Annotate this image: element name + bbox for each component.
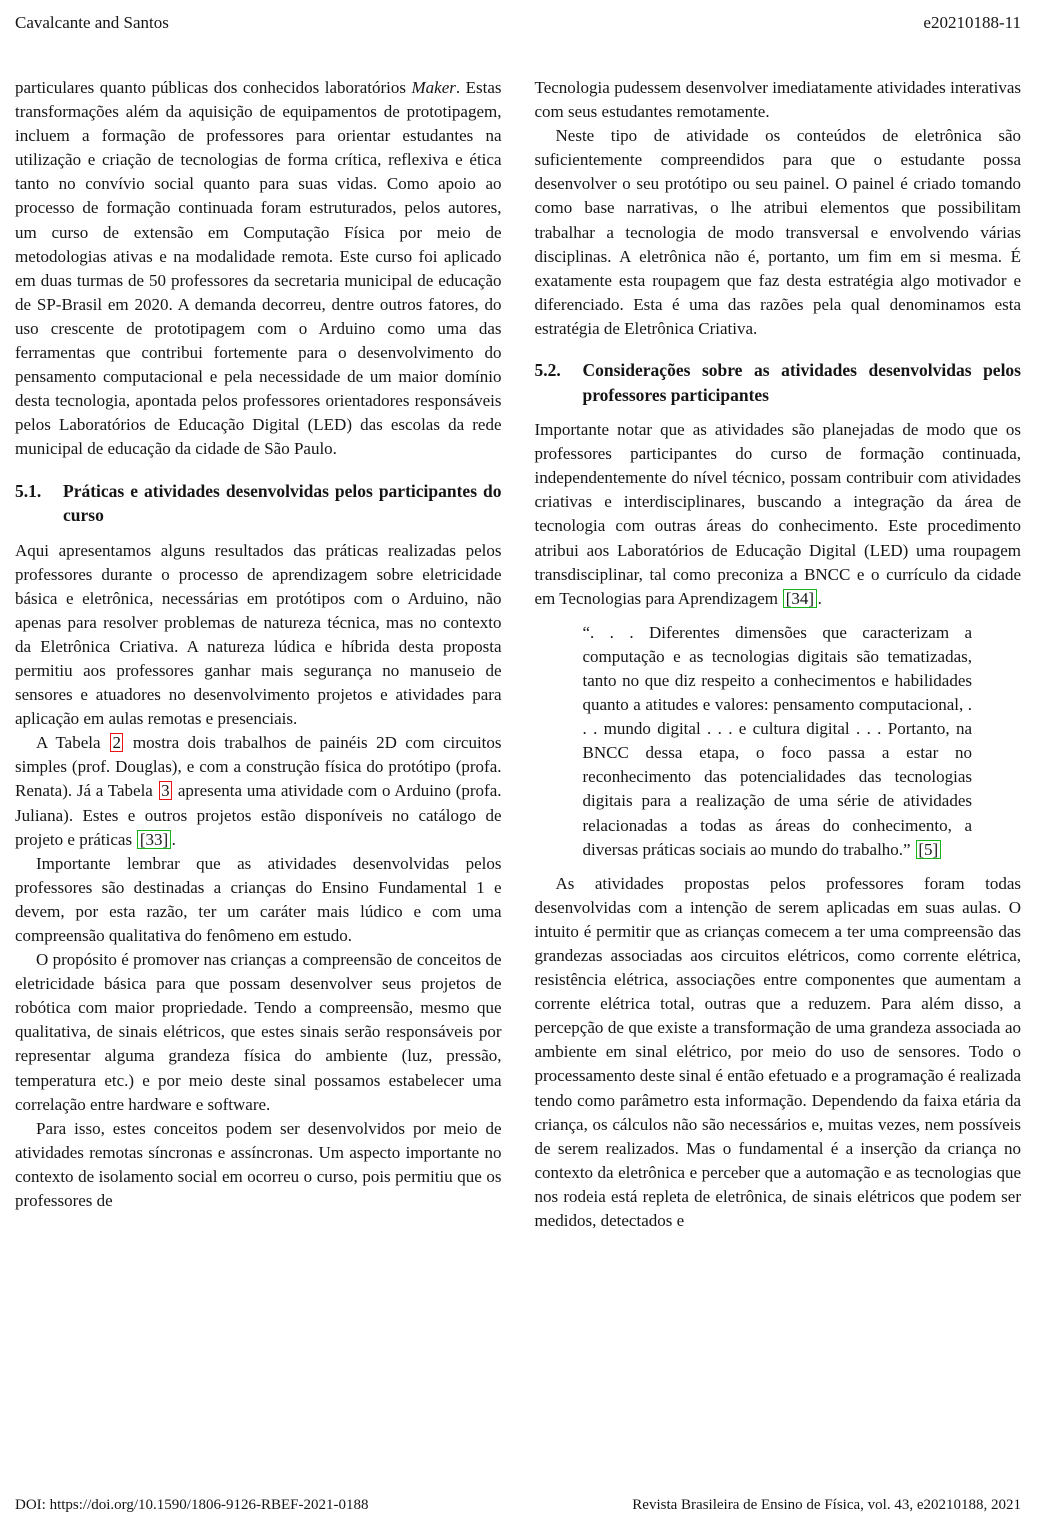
doi-text: DOI: https://doi.org/10.1590/1806-9126-RBEF-2021-0188 <box>15 1497 369 1513</box>
section-number: 5.1. <box>15 480 42 501</box>
running-authors: Cavalcante and Santos <box>15 13 169 32</box>
left-column <box>15 76 502 1233</box>
body-text: particulares quanto públicas dos conhecidos laboratórios <box>15 78 412 97</box>
paragraph <box>15 731 502 851</box>
body-text: apresenta uma atividade com o Arduino (profa. Juliana). Estes e outros projetos estão disponíveis no catálogo de projeto e práticas <box>15 781 502 849</box>
citation-5-link[interactable]: [5] <box>916 840 941 859</box>
table-2-link[interactable]: 2 <box>110 733 124 752</box>
italic-term-maker: Maker <box>411 78 456 97</box>
body-text: . Estas transformações além da aquisição de equipamentos de prototipagem, incluem a formação de professores para orientar estudantes na utilização e criação de tecnologias de forma crítica, reflexiva e ética tanto no convívio social quanto para suas vidas. Como apoio ao processo de formação continuada foram estruturados, pelos autores, um curso de extensão em Computação Física por meio de metodologias ativas e na modalidade remota. Este curso foi aplicado em duas turmas de 50 professores da secretaria municipal de educação de SP-Brasil em 2020. A demanda decorreu, dentre outros fatores, do uso crescente de prototipagem com o Arduino como uma das ferramentas que contribui fortemente para o desenvolvimento do pensamento computacional e pela necessidade de um maior domínio desta tecnologia, apontada pelos professores orientadores responsáveis pelos Laboratórios de Educação Digital (LED) das escolas da rede municipal de educação da cidade de São Paulo. <box>15 78 502 459</box>
body-text: Tecnologia pudessem desenvolver imediatamente atividades interativas com seus estudantes remotamente. <box>534 78 1021 122</box>
section-number: 5.2. <box>534 360 561 381</box>
running-header <box>15 13 1021 33</box>
body-text: Aqui apresentamos alguns resultados das práticas realizadas pelos professores durante o processo de aprendizagem sobre eletricidade básica e eletrônica, necessárias em protótipos com o Arduino, não apenas para resolver problemas de natureza técnica, mas no contexto da Eletrônica Criativa. A natureza lúdica e híbrida desta proposta permitiu aos professores ganhar mais segurança no manuseio de sensores e atuadores no desenvolvimento projetos e atividades para aplicação em aulas remotas e presenciais. <box>15 540 502 729</box>
citation-33-link[interactable]: [33] <box>137 830 170 849</box>
body-text: Importante lembrar que as atividades desenvolvidas pelos professores são destinadas a crianças do Ensino Fundamental 1 e devem, por esta razão, ter um caráter mais lúdico e com uma compreensão qualitativa do fenômeno em estudo. <box>15 853 502 945</box>
paragraph <box>535 872 1022 1233</box>
right-column <box>535 76 1022 1233</box>
body-text: Neste tipo de atividade os conteúdos de eletrônica são suficientemente compreendidos para que o estudante possa desenvolver o seu protótipo ou seu painel. O painel é criado tomando como base narrativas, o lhe atribui elementos que possibilitam trabalhar a tecnologia de modo transversal e envolvendo várias disciplinas. A eletrônica não é, portanto, um fim em si mesma. É exatamente esta roupagem que faz desta estratégia algo motivador e diferenciado. Esta é uma das razões pela qual denominamos esta estratégia de Eletrônica Criativa. <box>534 126 1021 338</box>
body-text: mostra dois trabalhos de painéis 2D com circuitos simples (prof. Douglas), e com a construção física do protótipo (profa. Renata). Já a Tabela <box>15 733 502 801</box>
section-title: Considerações sobre as atividades desenvolvidas pelos professores participantes <box>582 360 1021 405</box>
running-article-id: e20210188-11 <box>923 13 1021 32</box>
body-text: A Tabela <box>36 733 109 753</box>
paragraph <box>15 1117 502 1213</box>
journal-citation: Revista Brasileira de Ensino de Física, vol. 43, e20210188, 2021 <box>632 1497 1021 1513</box>
paragraph <box>535 418 1022 611</box>
section-heading-5-2 <box>535 358 1022 407</box>
citation-34-link[interactable]: [34] <box>783 589 816 608</box>
block-quote-bncc <box>583 621 973 862</box>
paragraph <box>15 948 502 1117</box>
body-text: As atividades propostas pelos professores foram todas desenvolvidas com a intenção de serem aplicadas em suas aulas. O intuito é permitir que as crianças comecem a ter uma compreensão das grandezas associadas aos circuitos elétricos, como corrente elétrica, resistência elétrica, associações entre componentes que aumentam a corrente elétrica total, outras que a reduzem. Para além disso, a percepção de que existe a transformação de uma grandeza associada ao ambiente em sinal elétrico, por meio do uso de sensores. Todo o processamento deste sinal é então efetuado e a programação é realizada tendo como parâmetro esta informação. Dependendo da faixa etária da criança, os cálculos não são necessários e, muitas vezes, nem possíveis de serem realizados. Mas o fundamental é a inserção da criança no contexto da eletrônica e perceber que a automação e as tecnologias que nos rodeia está repleta de eletrônica, de sinais elétricos que podem ser medidos, detectados e <box>534 873 1021 1231</box>
quote-text: “. . . Diferentes dimensões que caracterizam a computação e as tecnologias digitais são tematizadas, tanto no que diz respeito a conhecimentos e habilidades quanto a atitudes e valores: pensamento computacional, . . . mundo digital . . . e cultura digital . . . Portanto, na BNCC dessa etapa, o foco passa a estar no reconhecimento das potencialidades das tecnologias digitais para a realização de uma série de atividades relacionadas a todas as áreas do conhecimento, a diversas práticas sociais ao mundo do trabalho.” <box>582 622 972 859</box>
body-text: Importante notar que as atividades são planejadas de modo que os professores participantes do curso de formação continuada, independentemente do nível técnico, possam contribuir com atividades criativas e interdisciplinares, buscando a integração da área de tecnologia com outras áreas do conhecimento. Este procedimento atribui aos Laboratórios de Educação Digital (LED) uma roupagem transdisciplinar, tal como preconiza a BNCC e o currículo da cidade em Tecnologias para Aprendizagem <box>534 420 1021 608</box>
paragraph <box>15 852 502 948</box>
page-footer <box>15 1496 1021 1514</box>
section-heading-5-1 <box>15 479 502 528</box>
body-text: . <box>171 829 176 849</box>
body-text: Para isso, estes conceitos podem ser desenvolvidos por meio de atividades remotas síncronas e assíncronas. Um aspecto importante no contexto de isolamento social em ocorreu o curso, pois permitiu que os professores de <box>15 1118 502 1211</box>
section-title: Práticas e atividades desenvolvidas pelos participantes do curso <box>63 480 502 525</box>
paragraph-continuation <box>535 76 1022 124</box>
body-text: O propósito é promover nas crianças a compreensão de conceitos de eletricidade básica para que possam desenvolver seus projetos de robótica com maior propriedade. Tendo a compreensão, mesmo que qualitativa, de sinais elétricos, que estes sinais serão responsáveis por representar alguma grandeza física do ambiente (luz, pressão, temperatura etc.) e por meio deste sinal possamos estabelecer uma correlação entre hardware e software. <box>15 950 502 1114</box>
paragraph <box>535 124 1022 341</box>
body-text: . <box>817 588 822 608</box>
paragraph-continuation <box>15 76 502 462</box>
paragraph <box>15 539 502 732</box>
table-3-link[interactable]: 3 <box>159 781 173 800</box>
two-column-body <box>15 76 1021 1233</box>
